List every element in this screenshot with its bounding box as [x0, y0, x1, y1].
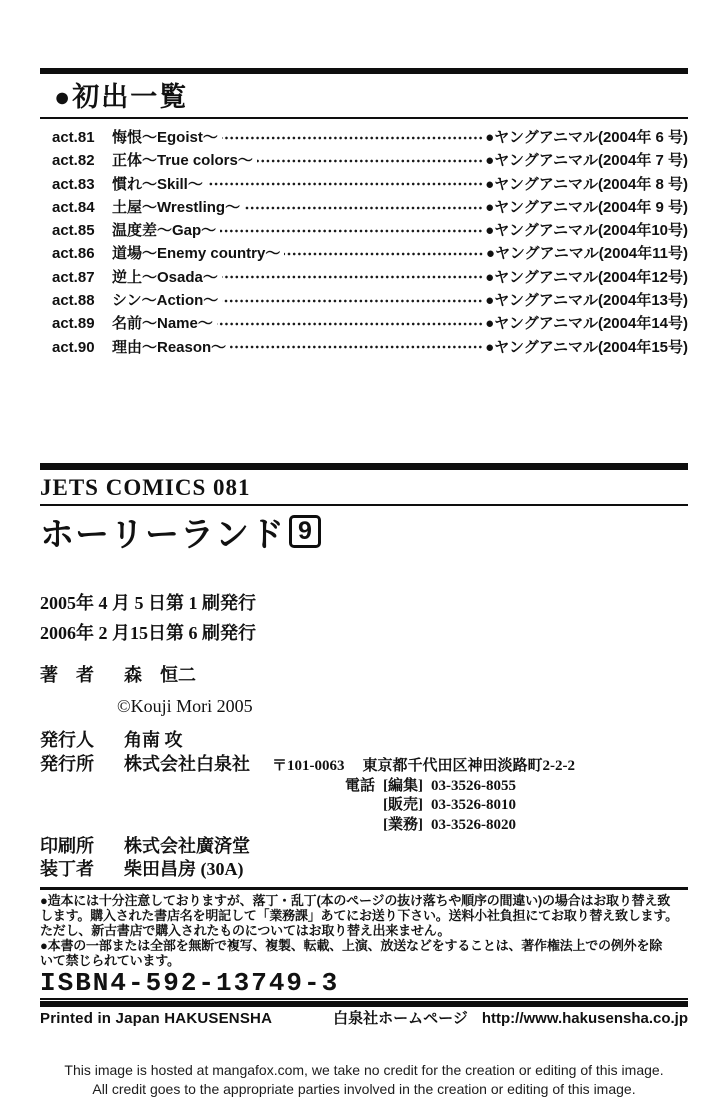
phone-dept: [編集] — [383, 777, 423, 794]
notice-line: します。購入された書店名を明記して「業務課」あてにお送り下さい。送料小社負担にてお取り替え致します。 — [40, 908, 678, 924]
copyright-line: ©Kouji Mori 2005 — [117, 695, 253, 716]
phone-list — [345, 777, 688, 836]
publisher-label: 発行人 — [40, 729, 94, 750]
notices-rule — [40, 887, 688, 890]
phone-row — [345, 777, 688, 797]
publisher-row — [40, 729, 688, 751]
act-number: act.85 — [52, 222, 95, 240]
printed-in-japan-label: Printed in Japan HAKUSENSHA — [40, 1010, 273, 1028]
act-number: act.88 — [52, 292, 95, 310]
notice-line: ●本書の一部または全部を無断で複写、複製、転載、上演、放送などをすることは、著作権法上での例外を除 — [40, 938, 663, 954]
notice-line: ●造本には十分注意しておりますが、落丁・乱丁(本のページの抜け落ちや順序の間違い)の場合はお取り替え致 — [40, 893, 671, 909]
author-row — [40, 664, 688, 686]
publishing-house-label: 発行所 — [40, 753, 94, 774]
publisher-name: 角南 攻 — [124, 729, 183, 750]
phone-label-spacer — [345, 816, 383, 836]
first-publication-list — [40, 126, 688, 359]
act-source: ●ヤングアニマル(2004年11号) — [485, 245, 688, 263]
act-list-row — [40, 336, 688, 359]
homepage-label: 白泉社ホームページ — [333, 1010, 468, 1028]
dotted-leader — [207, 180, 483, 188]
dotted-leader — [222, 134, 483, 142]
homepage-url: http://www.hakusensha.co.jp — [481, 1010, 688, 1028]
act-number: act.83 — [52, 175, 95, 193]
author-name: 森 恒二 — [124, 664, 196, 685]
watermark-line: This image is hosted at mangafox.com, we take no credit for the creation or editing of this image. — [64, 1062, 664, 1078]
act-title: 名前～Name～ — [112, 315, 213, 333]
imprint-rule — [40, 504, 688, 506]
act-title: 温度差～Gap～ — [112, 222, 217, 240]
act-source: ●ヤングアニマル(2004年 7 号) — [485, 152, 688, 170]
act-list-row — [40, 196, 688, 219]
act-source: ●ヤングアニマル(2004年10号) — [485, 222, 688, 240]
phone-dept: [販売] — [383, 797, 423, 814]
act-title: 土屋～Wrestling～ — [112, 198, 241, 216]
phone-row — [345, 796, 688, 816]
act-source: ●ヤングアニマル(2004年13号) — [485, 292, 688, 310]
bottom-divider-bar — [40, 1001, 688, 1007]
act-source: ●ヤングアニマル(2004年 9 号) — [485, 198, 688, 216]
book-title-row — [40, 512, 688, 555]
dotted-leader — [230, 343, 483, 351]
notice-line: いて禁じられています。 — [40, 953, 180, 969]
first-publication-heading: ●初出一覧 — [54, 82, 189, 112]
author-label: 著 者 — [40, 664, 94, 685]
designer-row — [40, 858, 688, 880]
printer-name: 株式会社廣済堂 — [124, 836, 250, 857]
top-divider-bar — [40, 68, 688, 74]
dotted-leader — [244, 204, 483, 212]
phone-row — [345, 816, 688, 836]
phone-number: 03-3526-8055 — [431, 777, 516, 794]
homepage-group — [333, 1011, 688, 1027]
edition-line: 2005年 4 月 5 日第 1 刷発行 — [40, 592, 256, 613]
act-title: 逆上～Osada～ — [112, 268, 218, 286]
printer-row — [40, 835, 688, 857]
notice-line: ただし、新古書店で購入されたものについてはお取り替え出来ません。 — [40, 923, 451, 939]
phone-number: 03-3526-8020 — [431, 816, 516, 833]
dotted-leader — [220, 227, 483, 235]
phone-label-spacer — [345, 796, 383, 816]
publishing-house-row — [40, 753, 688, 777]
edition-dates — [40, 588, 688, 648]
phone-dept: [業務] — [383, 816, 423, 833]
phone-number: 03-3526-8010 — [431, 797, 516, 814]
act-list-row — [40, 312, 688, 335]
act-number: act.89 — [52, 315, 95, 333]
act-list-row — [40, 266, 688, 289]
designer-label: 装丁者 — [40, 859, 94, 880]
act-list-row — [40, 126, 688, 149]
dotted-leader — [222, 297, 483, 305]
act-list-row — [40, 289, 688, 312]
act-title: シン～Action～ — [112, 292, 219, 310]
printer-label: 印刷所 — [40, 836, 94, 857]
postal-code: 〒101-0063 — [272, 757, 345, 774]
act-list-row — [40, 242, 688, 265]
publisher-address: 東京都千代田区神田淡路町2-2-2 — [362, 757, 575, 774]
act-source: ●ヤングアニマル(2004年14号) — [485, 315, 688, 333]
edition-line: 2006年 2 月15日第 6 刷発行 — [40, 622, 256, 643]
act-number: act.86 — [52, 245, 95, 263]
watermark-line: All credit goes to the appropriate parties involved in the creation or editing of this image. — [92, 1081, 636, 1097]
act-title: 道場～Enemy country～ — [112, 245, 281, 263]
dotted-leader — [284, 250, 484, 258]
publishing-house-name: 株式会社白泉社 — [124, 753, 250, 774]
act-title: 悔恨～Egoist～ — [112, 129, 218, 146]
act-source: ●ヤングアニマル(2004年15号) — [485, 338, 688, 356]
act-list-row — [40, 173, 688, 196]
act-number: act.84 — [52, 198, 95, 216]
act-source: ●ヤングアニマル(2004年 6 号) — [485, 129, 688, 146]
phone-label: 電話 — [345, 777, 376, 794]
imprint-label: JETS COMICS 081 — [40, 474, 251, 500]
act-list-row — [40, 149, 688, 172]
act-list-row — [40, 219, 688, 242]
act-title: 慣れ～Skill～ — [112, 175, 203, 193]
act-title: 理由～Reason～ — [112, 338, 227, 356]
act-number: act.82 — [52, 152, 95, 170]
middle-divider-bar — [40, 463, 688, 470]
dotted-leader — [222, 273, 483, 281]
dotted-leader — [217, 320, 483, 328]
hosting-watermark — [0, 1061, 728, 1099]
act-number: act.87 — [52, 268, 95, 286]
isbn-number: ISBN4-592-13749-3 — [40, 971, 688, 1000]
dotted-leader — [257, 157, 483, 165]
heading-rule — [40, 117, 688, 119]
act-title: 正体～True colors～ — [112, 152, 253, 170]
legal-notices — [40, 893, 688, 968]
bottom-info-row — [40, 1011, 688, 1027]
act-source: ●ヤングアニマル(2004年 8 号) — [485, 175, 688, 193]
book-title: ホーリーランド — [40, 516, 285, 555]
volume-badge: 9 — [289, 515, 321, 548]
act-source: ●ヤングアニマル(2004年12号) — [485, 268, 688, 286]
act-number: act.90 — [52, 338, 95, 356]
act-number: act.81 — [52, 129, 95, 146]
designer-name: 柴田昌房 (30A) — [124, 859, 244, 880]
